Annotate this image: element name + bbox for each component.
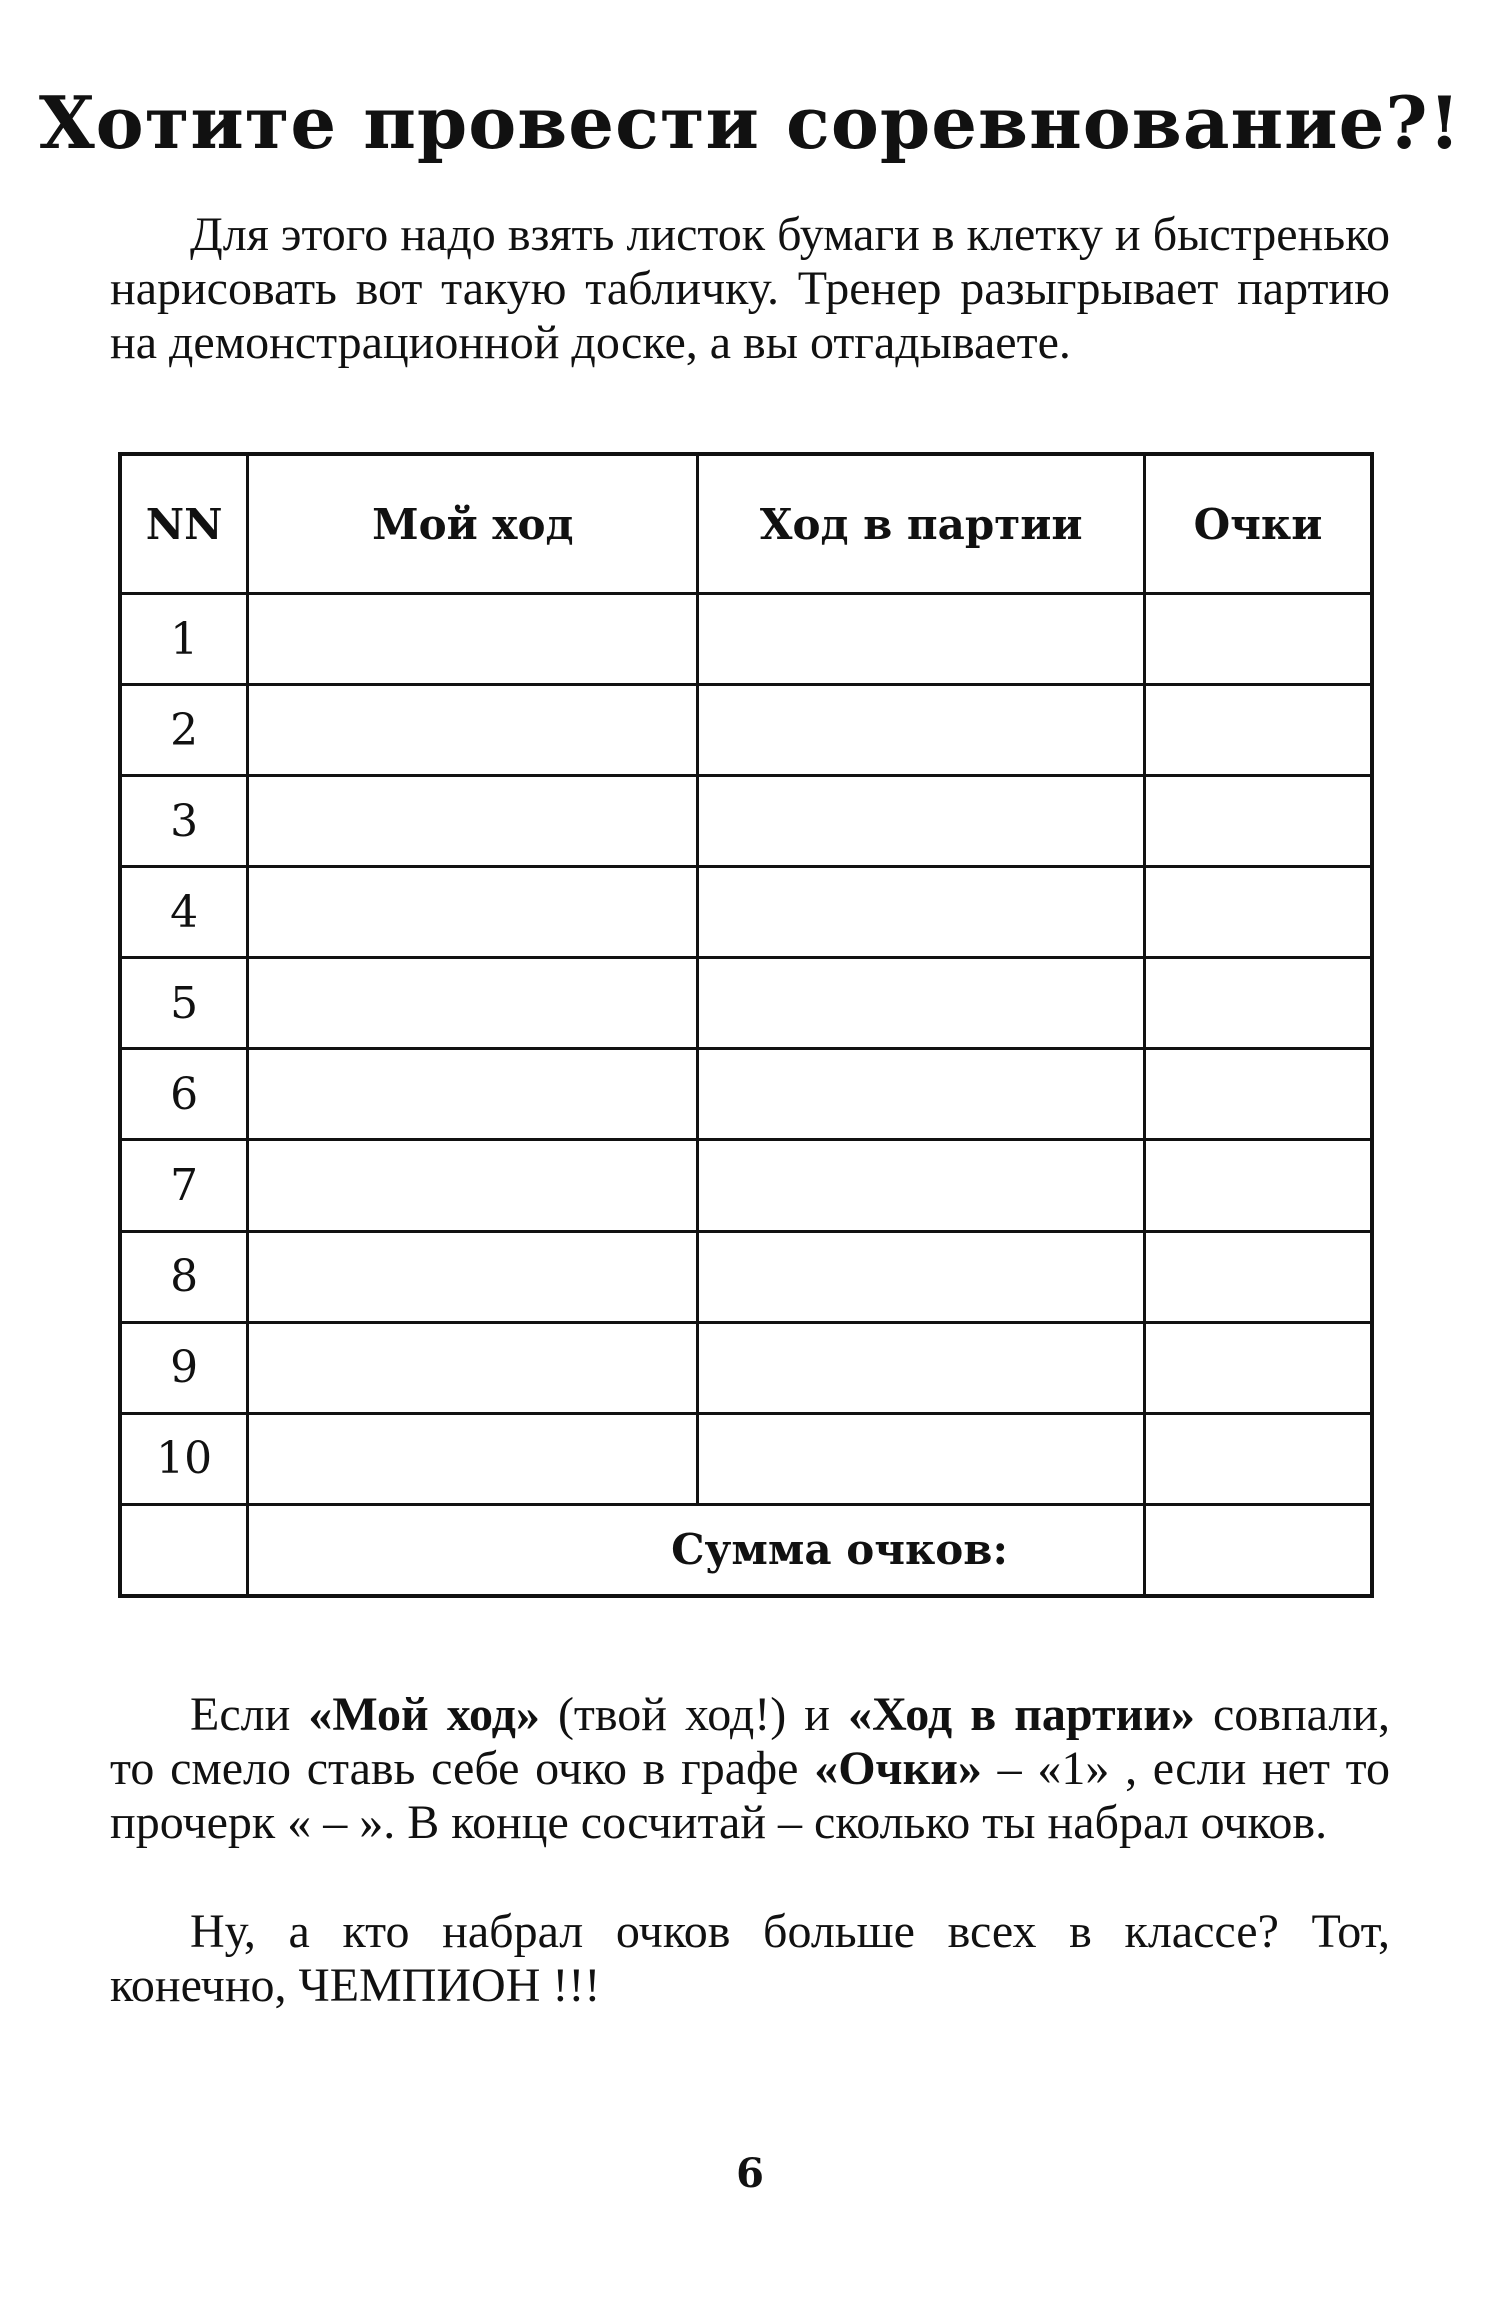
table-row bbox=[120, 1413, 1372, 1504]
rules-text-a: Если bbox=[190, 1688, 309, 1741]
table-row bbox=[120, 685, 1372, 776]
closing-paragraph: Ну, а кто набрал очков больше всех в классе? Тот, конечно, ЧЕМПИОН !!! bbox=[110, 1905, 1390, 2012]
my-move-cell bbox=[248, 1049, 698, 1140]
rules-text-g: – «1» , если нет то прочерк « – ». В конце сосчитай – сколько ты набрал очков. bbox=[110, 1742, 1391, 1849]
game-move-cell bbox=[698, 594, 1145, 685]
row-number: 3 bbox=[120, 776, 248, 867]
points-cell bbox=[1145, 1049, 1373, 1140]
table-row bbox=[120, 1322, 1372, 1413]
points-cell bbox=[1145, 958, 1373, 1049]
sum-points-cell bbox=[1145, 1504, 1373, 1596]
row-number: 5 bbox=[120, 958, 248, 1049]
points-cell bbox=[1145, 867, 1373, 958]
game-move-cell bbox=[698, 1140, 1145, 1231]
table-header-row bbox=[120, 454, 1372, 594]
table-row bbox=[120, 958, 1372, 1049]
my-move-cell bbox=[248, 1413, 698, 1504]
page-title: Хотите провести соревнование?! bbox=[38, 80, 1462, 165]
rules-paragraph bbox=[110, 1688, 1390, 1850]
sum-row bbox=[120, 1504, 1372, 1596]
rules-my-move: «Мой ход» bbox=[308, 1688, 540, 1741]
header-game-move: Ход в партии bbox=[698, 454, 1145, 594]
points-cell bbox=[1145, 1140, 1373, 1231]
my-move-cell bbox=[248, 776, 698, 867]
row-number: 8 bbox=[120, 1231, 248, 1322]
table-row bbox=[120, 776, 1372, 867]
points-cell bbox=[1145, 1413, 1373, 1504]
sum-empty-cell bbox=[120, 1504, 248, 1596]
table-row bbox=[120, 1140, 1372, 1231]
points-cell bbox=[1145, 594, 1373, 685]
header-nn: NN bbox=[120, 454, 248, 594]
my-move-cell bbox=[248, 685, 698, 776]
table-row bbox=[120, 1231, 1372, 1322]
my-move-cell bbox=[248, 867, 698, 958]
score-table bbox=[118, 452, 1374, 1598]
rules-points: «Очки» bbox=[814, 1742, 982, 1795]
rules-game-move: «Ход в партии» bbox=[848, 1688, 1195, 1741]
points-cell bbox=[1145, 685, 1373, 776]
game-move-cell bbox=[698, 685, 1145, 776]
my-move-cell bbox=[248, 1140, 698, 1231]
game-move-cell bbox=[698, 776, 1145, 867]
game-move-cell bbox=[698, 1322, 1145, 1413]
row-number: 1 bbox=[120, 594, 248, 685]
header-my-move: Мой ход bbox=[248, 454, 698, 594]
page-number: 6 bbox=[736, 2150, 764, 2197]
row-number: 9 bbox=[120, 1322, 248, 1413]
my-move-cell bbox=[248, 1231, 698, 1322]
game-move-cell bbox=[698, 1231, 1145, 1322]
table-row bbox=[120, 1049, 1372, 1140]
game-move-cell bbox=[698, 1049, 1145, 1140]
points-cell bbox=[1145, 1231, 1373, 1322]
header-points: Очки bbox=[1145, 454, 1373, 594]
row-number: 6 bbox=[120, 1049, 248, 1140]
points-cell bbox=[1145, 776, 1373, 867]
row-number: 2 bbox=[120, 685, 248, 776]
my-move-cell bbox=[248, 1322, 698, 1413]
game-move-cell bbox=[698, 867, 1145, 958]
intro-paragraph: Для этого надо взять листок бумаги в клетку и быстренько нарисовать вот такую табличку. Тренер разыгрывает партию на демонстрационной доске, а вы отгадываете. bbox=[110, 208, 1390, 369]
my-move-cell bbox=[248, 958, 698, 1049]
rules-text-c: (твой ход!) и bbox=[539, 1688, 849, 1741]
rules-text-e: совпали, то смело ставь себе очко в графе bbox=[110, 1688, 1391, 1795]
table-row bbox=[120, 867, 1372, 958]
row-number: 7 bbox=[120, 1140, 248, 1231]
table-row bbox=[120, 594, 1372, 685]
row-number: 10 bbox=[120, 1413, 248, 1504]
sum-label: Сумма очков: bbox=[248, 1504, 1145, 1596]
game-move-cell bbox=[698, 1413, 1145, 1504]
my-move-cell bbox=[248, 594, 698, 685]
game-move-cell bbox=[698, 958, 1145, 1049]
points-cell bbox=[1145, 1322, 1373, 1413]
row-number: 4 bbox=[120, 867, 248, 958]
